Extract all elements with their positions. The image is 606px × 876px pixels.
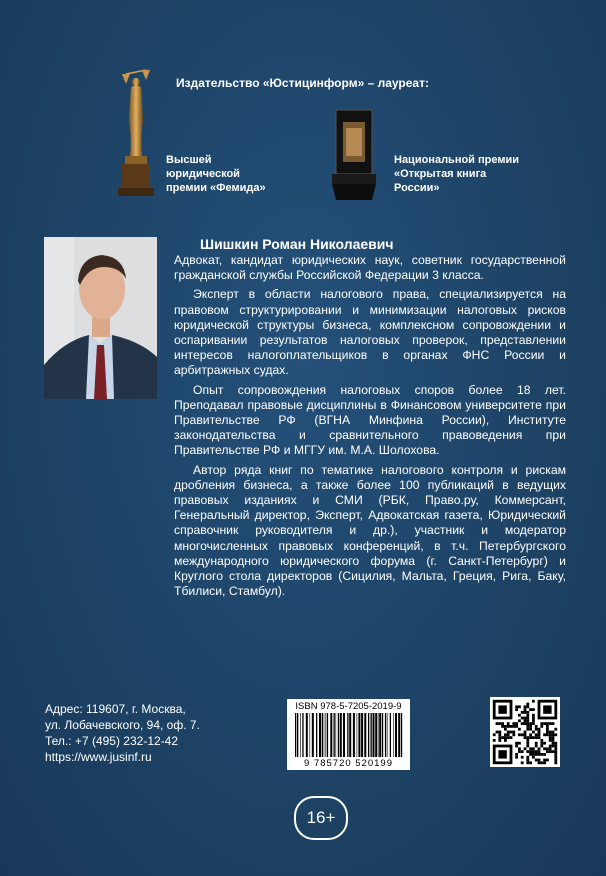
open-book-award-image (330, 108, 378, 203)
bio-paragraph: Эксперт в области налогового права, специализируется на правовом структурировании и минимизации налоговых рисков юридической структуры бизнеса, комплексном сопровождении и оспаривании результатов налоговых проверок, представлении интересов налогоплательщиков в органах ФНС России и арбитражных судах. (174, 287, 566, 378)
phone: Тел.: +7 (495) 232-12-42 (45, 734, 179, 748)
author-bio (174, 253, 566, 603)
qr-code (490, 697, 560, 767)
address-line-2: ул. Лобачевского, 94, оф. 7. (45, 718, 200, 732)
author-name: Шишкин Роман Николаевич (200, 236, 394, 252)
website-link[interactable]: https://www.jusinf.ru (45, 750, 152, 764)
isbn-label: ISBN 978-5-7205-2019-9 (295, 701, 402, 712)
bio-paragraph: Автор ряда книг по тематике налогового контроля и рискам дробления бизнеса, а также более 100 публикаций в ведущих правовых изданиях и СМИ (РБК, Право.ру, Коммерсант, Генеральный директор, Эксперт, Адвокатская газета, Юридический справочник руководителя и др.), участник и модератор многочисленных правовых конференций, в т.ч. Петербургского международного юридического форума (г. Санкт-Петербург) и Круглого стола директоров (Сицилия, Мальта, Греция, Рига, Баку, Тбилиси, Стамбул). (174, 462, 566, 599)
isbn-digits: 9 785720 520199 (304, 758, 393, 769)
address-line-1: Адрес: 119607, г. Москва, (45, 702, 186, 716)
bio-paragraph: Опыт сопровождения налоговых споров более 18 лет. Преподавал правовые дисциплины в Финансовом университете при Правительстве РФ (ВГНА Минфина России), Институте законодательства и сравнительного правоведения при Правительстве РФ и МГГУ им. М.А. Шолохова. (174, 382, 566, 458)
bio-paragraph: Адвокат, кандидат юридических наук, советник государственной гражданской службы Российской Федерации 3 класса. (174, 253, 566, 283)
barcode-bars (295, 713, 405, 757)
author-photo (44, 237, 157, 399)
awards-heading: Издательство «Юстицинформ» – лауреат: (176, 76, 429, 90)
award-femida-text: Высшей юридической премии «Фемида» (166, 154, 266, 194)
isbn-barcode (287, 699, 410, 770)
femida-statue-image (112, 60, 160, 200)
award-open-book-text: Национальной премии «Открытая книга России» (394, 154, 519, 194)
age-rating-badge: 16+ (294, 796, 348, 840)
publisher-contacts (45, 701, 200, 765)
